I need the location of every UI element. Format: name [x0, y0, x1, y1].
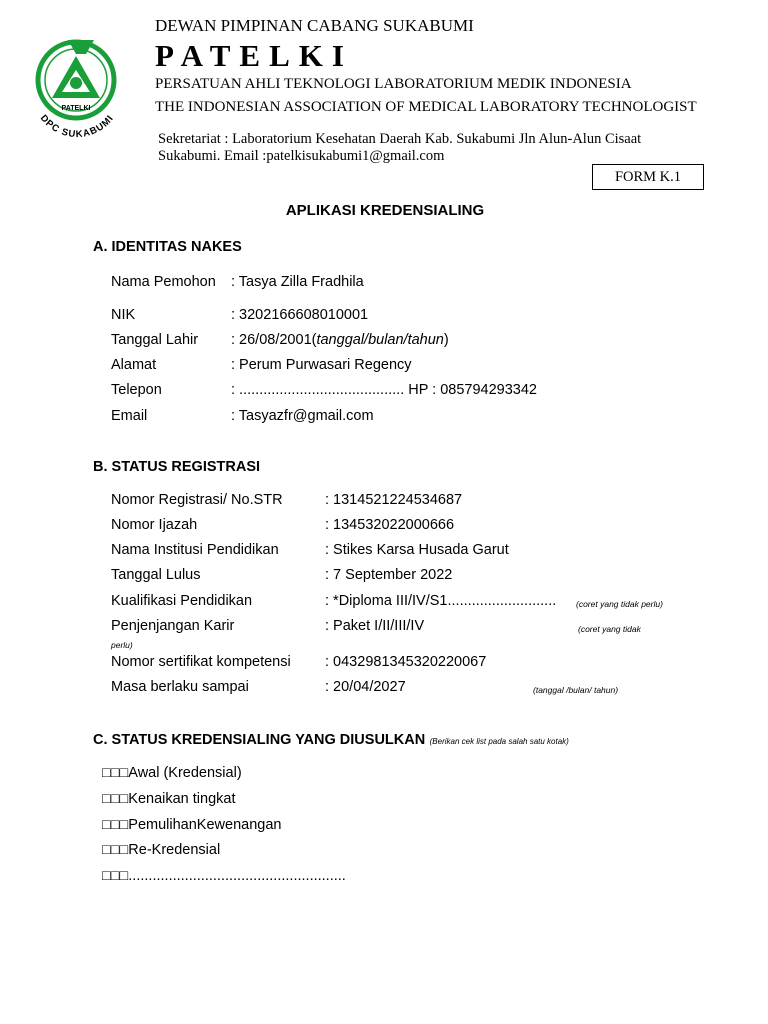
sertifikat-label: Nomor sertifikat kompetensi	[111, 654, 291, 670]
secretariat-line-2: Sukabumi. Email :patelkisukabumi1@gmail.com	[158, 148, 445, 164]
masa-berlaku-value: : 20/04/2027	[325, 679, 406, 695]
checkbox-icon[interactable]: □□□	[102, 842, 129, 858]
checkbox-icon[interactable]: □□□	[102, 765, 129, 781]
option-label: PemulihanKewenangan	[128, 817, 282, 833]
section-c-heading	[93, 731, 569, 749]
option-pemulihan-kewenangan[interactable]	[102, 817, 281, 833]
masa-berlaku-note: (tanggal /bulan/ tahun)	[533, 685, 619, 695]
str-label: Nomor Registrasi/ No.STR	[111, 492, 283, 508]
checkbox-icon[interactable]: □□□	[102, 817, 129, 833]
karir-value: : Paket I/II/III/IV	[325, 618, 425, 634]
karir-note: (coret yang tidak	[578, 624, 641, 634]
logo-ring-text: DPC SUKABUMI	[37, 112, 117, 140]
option-other[interactable]	[102, 868, 346, 884]
tanggal-lulus-value: : 7 September 2022	[325, 567, 453, 583]
email-label: Email	[111, 408, 148, 424]
telepon-value: : ......................................... HP : 085794293342	[231, 382, 537, 398]
institusi-label: Nama Institusi Pendidikan	[111, 542, 279, 558]
section-b-title: B. STATUS REGISTRASI	[93, 459, 261, 475]
checkbox-icon[interactable]: □□□	[102, 791, 129, 807]
org-full-name-id: PERSATUAN AHLI TEKNOLOGI LABORATORIUM MEDIK INDONESIA	[155, 76, 632, 92]
option-label: ......................................................	[128, 868, 346, 884]
nik-label: NIK	[111, 307, 136, 323]
org-name: PATELKI	[155, 38, 353, 73]
org-full-name-en: THE INDONESIAN ASSOCIATION OF MEDICAL LABORATORY TECHNOLOGIST	[155, 99, 697, 115]
institusi-value: : Stikes Karsa Husada Garut	[325, 542, 509, 558]
tanggal-lahir-close: )	[443, 332, 449, 348]
karir-note-cont: perlu)	[111, 640, 133, 650]
patelki-logo	[22, 30, 132, 140]
nama-value: : Tasya Zilla Fradhila	[231, 274, 364, 290]
section-c-note: (Berikan cek list pada salah satu kotak)	[429, 737, 569, 746]
tanggal-lahir-format: tanggal/bulan/tahun	[316, 332, 444, 348]
logo-inner-text: PATELKI	[61, 105, 91, 112]
kualifikasi-note: (coret yang tidak perlu)	[576, 599, 663, 609]
alamat-label: Alamat	[111, 357, 157, 373]
alamat-value: : Perum Purwasari Regency	[231, 357, 412, 373]
tanggal-lahir-date: : 26/08/2001(	[231, 332, 317, 348]
secretariat-line-1: Sekretariat : Laboratorium Kesehatan Daerah Kab. Sukabumi Jln Alun-Alun Cisaat	[158, 131, 642, 147]
nama-label: Nama Pemohon	[111, 274, 216, 290]
option-label: Re-Kredensial	[128, 842, 221, 858]
karir-label: Penjenjangan Karir	[111, 618, 235, 634]
sertifikat-value: : 0432981345320220067	[325, 654, 487, 670]
telepon-label: Telepon	[111, 382, 162, 398]
tanggal-lahir-value	[231, 332, 449, 348]
kualifikasi-label: Kualifikasi Pendidikan	[111, 593, 253, 609]
ijazah-value: : 134532022000666	[325, 517, 455, 533]
checkbox-icon[interactable]: □□□	[102, 868, 129, 884]
option-awal[interactable]	[102, 765, 242, 781]
option-re-kredensial[interactable]	[102, 842, 220, 858]
tanggal-lulus-label: Tanggal Lulus	[111, 567, 201, 583]
ijazah-label: Nomor Ijazah	[111, 517, 198, 533]
section-c-title: C. STATUS KREDENSIALING YANG DIUSULKAN	[93, 732, 426, 748]
nik-value: : 3202166608010001	[231, 307, 369, 323]
masa-berlaku-label: Masa berlaku sampai	[111, 679, 249, 695]
option-label: Kenaikan tingkat	[128, 791, 236, 807]
option-kenaikan-tingkat[interactable]	[102, 791, 236, 807]
kualifikasi-value: : *Diploma III/IV/S1...........................	[325, 593, 557, 609]
tanggal-lahir-label: Tanggal Lahir	[111, 332, 199, 348]
str-value: : 1314521224534687	[325, 492, 463, 508]
council-name: DEWAN PIMPINAN CABANG SUKABUMI	[155, 16, 474, 35]
email-value: : Tasyazfr@gmail.com	[231, 408, 374, 424]
option-label: Awal (Kredensial)	[128, 765, 242, 781]
document-title: APLIKASI KREDENSIALING	[285, 202, 485, 219]
form-code-box: FORM K.1	[592, 164, 704, 190]
section-a-title: A. IDENTITAS NAKES	[93, 239, 242, 255]
